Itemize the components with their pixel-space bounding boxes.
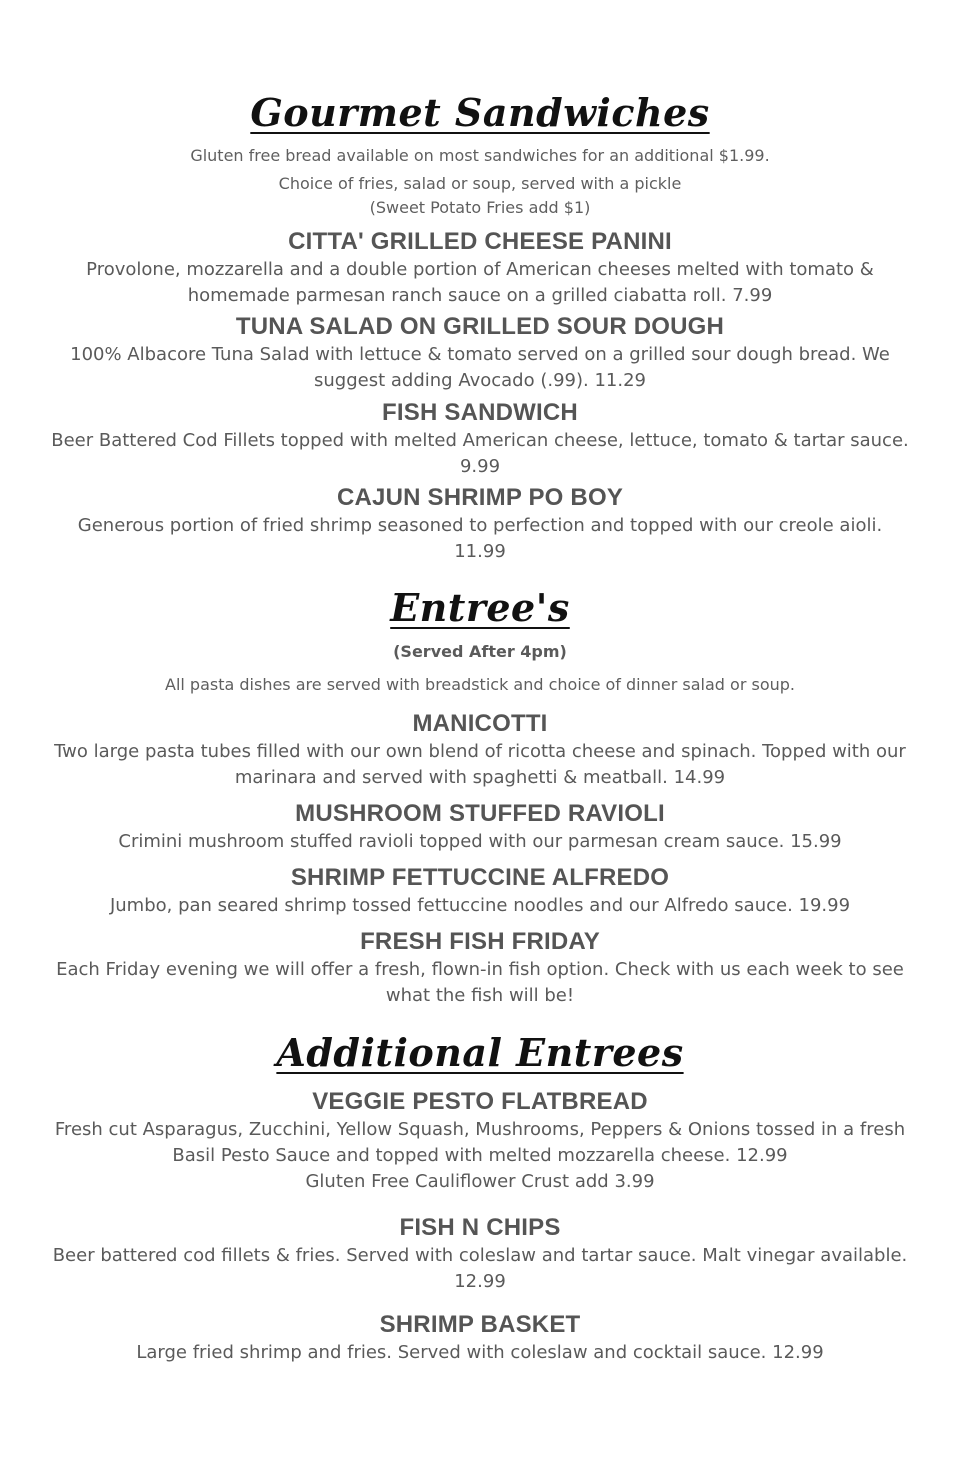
menu-item-description: 100% Albacore Tuna Salad with lettuce & tomato served on a grilled sour dough bread. We suggest adding Avocado (.99). 11.29: [70, 344, 890, 391]
menu-item-title: MUSHROOM STUFFED RAVIOLI: [295, 800, 665, 827]
entrees-pasta-note: All pasta dishes are served with breadstick and choice of dinner salad or soup.: [165, 675, 795, 694]
menu-item-title: FISH SANDWICH: [382, 399, 578, 426]
entrees-served-after: (Served After 4pm): [393, 642, 567, 661]
menu-item-title: SHRIMP BASKET: [379, 1311, 581, 1338]
menu-item-title: SHRIMP FETTUCCINE ALFREDO: [290, 864, 670, 891]
menu-item-description: Fresh cut Asparagus, Zucchini, Yellow Squash, Mushrooms, Peppers & Onions tossed in a fresh Basil Pesto Sauce and topped with melted mozzarella cheese. 12.99: [54, 1119, 906, 1166]
menu-item-title: CITTA' GRILLED CHEESE PANINI: [288, 228, 672, 255]
sandwiches-note-gluten: Gluten free bread available on most sandwiches for an additional $1.99.: [190, 146, 770, 165]
section-title-additional-entrees: Additional Entrees: [276, 1030, 684, 1075]
menu-item-description: Provolone, mozzarella and a double portion of American cheeses melted with tomato & homemade parmesan ranch sauce on a grilled ciabatta roll. 7.99: [86, 259, 874, 306]
menu-item-title: CAJUN SHRIMP PO BOY: [336, 484, 624, 511]
menu-item-description: Jumbo, pan seared shrimp tossed fettuccine noodles and our Alfredo sauce. 19.99: [109, 895, 851, 916]
menu-item-title: VEGGIE PESTO FLATBREAD: [312, 1088, 648, 1115]
menu-item-extra-note: Gluten Free Cauliflower Crust add 3.99: [305, 1171, 655, 1192]
menu-item-title: FISH N CHIPS: [399, 1214, 561, 1241]
sandwiches-note-sweet-potato: (Sweet Potato Fries add $1): [369, 198, 591, 217]
menu-item-description: Beer battered cod fillets & fries. Served with coleslaw and tartar sauce. Malt vinegar available. 12.99: [52, 1245, 908, 1292]
menu-item-description: Each Friday evening we will offer a fresh, flown-in fish option. Check with us each week to see what the fish will be!: [56, 959, 904, 1006]
menu-item-description: Generous portion of fried shrimp seasoned to perfection and topped with our creole aioli. 11.99: [77, 515, 883, 562]
menu-item-title: TUNA SALAD ON GRILLED SOUR DOUGH: [235, 313, 725, 340]
section-title-sandwiches: Gourmet Sandwiches: [250, 90, 710, 135]
sandwiches-note-sides: Choice of fries, salad or soup, served with a pickle: [278, 174, 682, 193]
menu-item-description: Two large pasta tubes filled with our own blend of ricotta cheese and spinach. Topped with our marinara and served with spaghetti & meatball. 14.99: [54, 741, 906, 788]
menu-item-description: Beer Battered Cod Fillets topped with melted American cheese, lettuce, tomato & tartar sauce. 9.99: [51, 430, 909, 477]
menu-item-description: Large fried shrimp and fries. Served with coleslaw and cocktail sauce. 12.99: [136, 1342, 824, 1363]
menu-item-title: FRESH FISH FRIDAY: [360, 928, 600, 955]
section-title-entrees: Entree's: [390, 585, 570, 630]
menu-item-description: Crimini mushroom stuffed ravioli topped with our parmesan cream sauce. 15.99: [118, 831, 842, 852]
menu-item-title: MANICOTTI: [412, 710, 548, 737]
